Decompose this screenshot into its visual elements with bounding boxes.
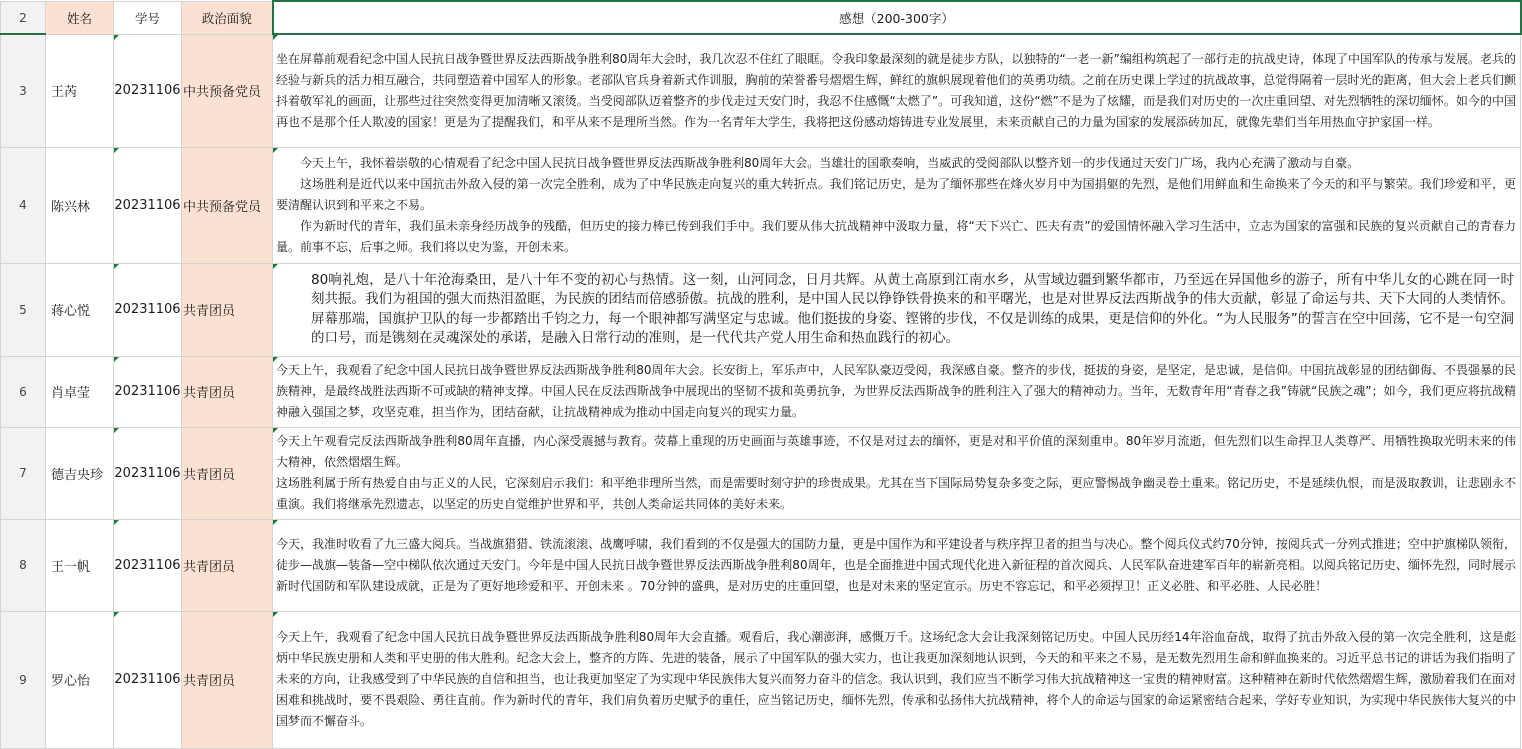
cell-note-indicator-icon: [273, 428, 278, 433]
row-number[interactable]: 5: [1, 263, 46, 356]
cell-student-id[interactable]: [114, 34, 182, 147]
cell-name[interactable]: 肖卓莹: [46, 356, 114, 427]
student-id-text: 20231106: [114, 83, 181, 98]
row-number-header[interactable]: 2: [1, 1, 46, 34]
reflection-paragraph: 作为新时代的青年，我们虽未亲身经历战争的残酷，但历史的接力棒已传到我们手中。我们要从伟大抗战精神中汲取力量，将“天下兴亡、匹夫有责”的爱国情怀融入学习生活中，立志为国家的富强和民族的复兴贡献自己的青春力量。前事不忘，后事之师。我们将以史为鉴，开创未来。: [276, 218, 1516, 254]
number-as-text-indicator-icon: [114, 35, 119, 40]
cell-student-id[interactable]: [114, 427, 182, 519]
reflection-paragraph: 80响礼炮，是八十年沧海桑田，是八十年不变的初心与热情。这一刻，山河同念，日月共辉。从黄土高原到江南水乡，从雪域边疆到繁华都市，乃至远在异国他乡的游子，所有中华儿女的心跳在同一时刻共振。我们为祖国的强大而热泪盈眶，为民族的团结而倍感骄傲。抗战的胜利，是中国人民以铮铮铁骨换来的和平曙光，也是对世界反法西斯战争的伟大贡献，彰显了命运与共、天下大同的人类情怀。屏幕那端，国旗护卫队的每一步都踏出千钧之力，每一个眼神都写满坚定与忠诚。他们挺拔的身姿、铿锵的步伐，不仅是训练的成果，更是信仰的外化。“为人民服务”的誓言在空中回荡，它不是一句空洞的口号，而是镌刻在灵魂深处的承诺，是融入日常行动的准则，是一代代共产党人用生命和热血践行的初心。: [311, 271, 1514, 346]
cell-student-id[interactable]: [114, 147, 182, 263]
cell-political-status[interactable]: 共青团员: [182, 611, 273, 748]
table-row: [1, 611, 1521, 748]
cell-reflection[interactable]: [273, 519, 1521, 611]
header-cell-student-id[interactable]: 学号: [114, 1, 182, 34]
cell-note-indicator-icon: [273, 148, 278, 153]
cell-political-status[interactable]: 共青团员: [182, 427, 273, 519]
number-as-text-indicator-icon: [114, 428, 119, 433]
number-as-text-indicator-icon: [114, 357, 119, 362]
number-as-text-indicator-icon: [114, 148, 119, 153]
header-cell-political-status[interactable]: 政治面貌: [182, 1, 273, 34]
cell-name[interactable]: 王一帆: [46, 519, 114, 611]
cell-student-id[interactable]: [114, 519, 182, 611]
cell-reflection[interactable]: [273, 263, 1521, 356]
reflection-paragraph: 今天上午，我观看了纪念中国人民抗日战争暨世界反法西斯战争胜利80周年大会直播。观看后，我心潮澎湃，感慨万千。这场纪念大会让我深刻铭记历史。中国人民历经14年浴血奋战，取得了抗击外敌入侵的第一次完全胜利，这是彪炳中华民族史册和人类和平史册的伟大胜利。纪念大会上，整齐的方阵、先进的装备，展示了中国军队的强大实力，也让我更加深刻地认识到，今天的和平来之不易，是无数先烈用生命和鲜血换来的。习近平总书记的讲话为我们指明了未来的方向，让我感受到了中华民族的自信和担当，也让我更加坚定了为实现中华民族伟大复兴而努力奋斗的信念。我认识到，我们应当不断学习伟大抗战精神这一宝贵的精神财富。这种精神在新时代依然熠熠生辉，激励着我们在面对困难和挑战时，要不畏艰险、勇往直前。作为新时代的青年，我们肩负着历史赋予的重任，应当铭记历史，缅怀先烈，传承和弘扬伟大抗战精神，将个人的命运与国家的命运紧密结合起来，学好专业知识，为实现中华民族伟大复兴的中国梦而不懈奋斗。: [276, 630, 1516, 728]
cell-reflection[interactable]: [273, 147, 1521, 263]
reflection-paragraph: 坐在屏幕前观看纪念中国人民抗日战争暨世界反法西斯战争胜利80周年大会时，我几次忍不住红了眼眶。令我印象最深刻的就是徒步方队，以独特的“一老一新”编组构筑起了一部行走的抗战史诗，体现了中国军队的传承与发展。老兵的经验与新兵的活力相互融合，共同塑造着中国军人的形象。老部队官兵身着新式作训服，胸前的荣誉番号熠熠生辉，鲜红的旗帜展现着他们的英勇功绩。之前在历史课上学过的抗战故事，总觉得隔着一层时光的距离，但大会上老兵们颤抖着敬军礼的画面，让那些过往突然变得更加清晰又滚烫。当受阅部队迈着整齐的步伐走过天安门时，我忍不住感慨“太燃了”。可我知道，这份“燃”不是为了炫耀，而是我们对历史的一次庄重回望、对先烈牺牲的深切缅怀。如今的中国再也不是那个任人欺凌的国家！更是为了提醒我们，和平从来不是理所当然。作为一名青年大学生，我将把这份感动熔铸进专业发展里，未来贡献自己的力量为国家的发展添砖加瓦，就像先辈们当年用热血守护家国一样。: [276, 51, 1516, 129]
cell-name[interactable]: 罗心怡: [46, 611, 114, 748]
cell-name[interactable]: 德吉央珍: [46, 427, 114, 519]
student-id-text: 20231106: [114, 384, 181, 399]
cell-name[interactable]: 陈兴林: [46, 147, 114, 263]
student-id-text: 20231106: [114, 672, 181, 687]
reflection-paragraph: 今天上午，我怀着崇敬的心情观看了纪念中国人民抗日战争暨世界反法西斯战争胜利80周年大会。当雄壮的国歌奏响，当威武的受阅部队以整齐划一的步伐通过天安门广场，我内心充满了激动与自豪。: [300, 155, 1360, 170]
cell-note-indicator-icon: [273, 264, 278, 269]
cell-reflection[interactable]: [273, 611, 1521, 748]
header-cell-name[interactable]: 姓名: [46, 1, 114, 34]
table-row: [1, 427, 1521, 519]
cell-reflection[interactable]: [273, 34, 1521, 147]
cell-student-id[interactable]: [114, 356, 182, 427]
table-row: [1, 147, 1521, 263]
cell-student-id[interactable]: [114, 611, 182, 748]
student-id-text: 20231106: [114, 302, 181, 317]
reflection-paragraph: 这场胜利属于所有热爱自由与正义的人民，它深刻启示我们：和平绝非理所当然，而是需要时刻守护的珍贵成果。尤其在当下国际局势复杂多变之际，更应警惕战争幽灵卷土重来。铭记历史，不是延续仇恨，而是汲取教训，让悲剧永不重演。我们将继承先烈遗志，以坚定的历史自觉维护世界和平，共创人类命运共同体的美好未来。: [276, 476, 1516, 511]
cell-reflection[interactable]: [273, 356, 1521, 427]
student-id-text: 20231106: [114, 557, 181, 573]
reflection-paragraph: 这场胜利是近代以来中国抗击外敌入侵的第一次完全胜利，成为了中华民族走向复兴的重大转折点。我们铭记历史，是为了缅怀那些在烽火岁月中为国捐躯的先烈，是他们用鲜血和生命换来了今天的和平与繁荣。我们珍爱和平，更要清醒认识到和平来之不易。: [276, 176, 1516, 212]
table-row: [1, 519, 1521, 611]
cell-name[interactable]: 王芮: [46, 34, 114, 147]
cell-reflection[interactable]: [273, 427, 1521, 519]
row-number[interactable]: 6: [1, 356, 46, 427]
cell-political-status[interactable]: 中共预备党员: [182, 147, 273, 263]
student-id-text: 20231106: [114, 197, 181, 213]
row-number[interactable]: 8: [1, 519, 46, 611]
cell-note-indicator-icon: [273, 520, 278, 525]
cell-note-indicator-icon: [273, 357, 278, 362]
cell-student-id[interactable]: [114, 263, 182, 356]
cell-note-indicator-icon: [273, 612, 278, 617]
cell-political-status[interactable]: 共青团员: [182, 519, 273, 611]
cell-political-status[interactable]: 中共预备党员: [182, 34, 273, 147]
number-as-text-indicator-icon: [114, 520, 119, 525]
number-as-text-indicator-icon: [114, 612, 119, 617]
reflection-paragraph: 今天，我准时收看了九三盛大阅兵。当战旗猎猎、铁流滚滚、战鹰呼啸，我们看到的不仅是强大的国防力量，更是中国作为和平建设者与秩序捍卫者的担当与决心。整个阅兵仪式约70分钟，按阅兵式一分列式推进；空中护旗梯队领衔，徒步—战旗—装备—空中梯队依次通过天安门。今年是中国人民抗日战争暨世界反法西斯战争胜利80周年，也是全面推进中国式现代化进入新征程的首次阅兵、人民军队奋进建军百年的崭新亮相。以阅兵铭记历史、缅怀先烈，同时展示新时代国防和军队建设成就，正是为了更好地珍爱和平、开创未来 。70分钟的盛典，是对历史的庄重回望，也是对未来的坚定宣示。历史不容忘记，和平必须捍卫！正义必胜、和平必胜、人民必胜！: [276, 536, 1516, 593]
cell-political-status[interactable]: 共青团员: [182, 263, 273, 356]
row-number[interactable]: 3: [1, 34, 46, 147]
row-number[interactable]: 9: [1, 611, 46, 748]
row-number[interactable]: 7: [1, 427, 46, 519]
cell-political-status[interactable]: 共青团员: [182, 356, 273, 427]
number-as-text-indicator-icon: [114, 264, 119, 269]
table-row: [1, 34, 1521, 147]
row-number[interactable]: 4: [1, 147, 46, 263]
cell-name[interactable]: 蒋心悦: [46, 263, 114, 356]
table-row: [1, 356, 1521, 427]
reflection-paragraph: 今天上午，我观看了纪念中国人民抗日战争暨世界反法西斯战争胜利80周年大会。长安街上，军乐声中，人民军队豪迈受阅，我深感自豪。整齐的步伐，挺拔的身姿，是坚定，是忠诚，是信仰。中国抗战彰显的团结御侮、不畏强暴的民族精神，是最终战胜法西斯不可或缺的精神支撑。中国人民在反法西斯战争中展现出的坚韧不拔和英勇抗争，为世界反法西斯战争的胜利注入了强大的精神动力。当年，无数青年用“青春之我”铸就“民族之魂”；如今，我们更应将抗战精神融入强国之梦，攻坚克难，担当作为，团结奋献，让抗战精神成为推动中国走向复兴的现实力量。: [276, 363, 1516, 419]
header-row: [1, 1, 1521, 34]
table-row: [1, 263, 1521, 356]
cell-note-indicator-icon: [273, 35, 278, 40]
student-id-text: 20231106: [114, 465, 181, 481]
reflection-paragraph: 今天上午观看完反法西斯战争胜利80周年直播，内心深受震撼与教育。荧幕上重现的历史画面与英雄事迹，不仅是对过去的缅怀，更是对和平价值的深刻重申。80年岁月流逝，但先烈们以生命捍卫人类尊严、用牺牲换取光明未来的伟大精神，依然熠熠生辉。: [276, 434, 1516, 469]
header-cell-reflection-selected[interactable]: 感想（200-300字）: [273, 1, 1521, 34]
